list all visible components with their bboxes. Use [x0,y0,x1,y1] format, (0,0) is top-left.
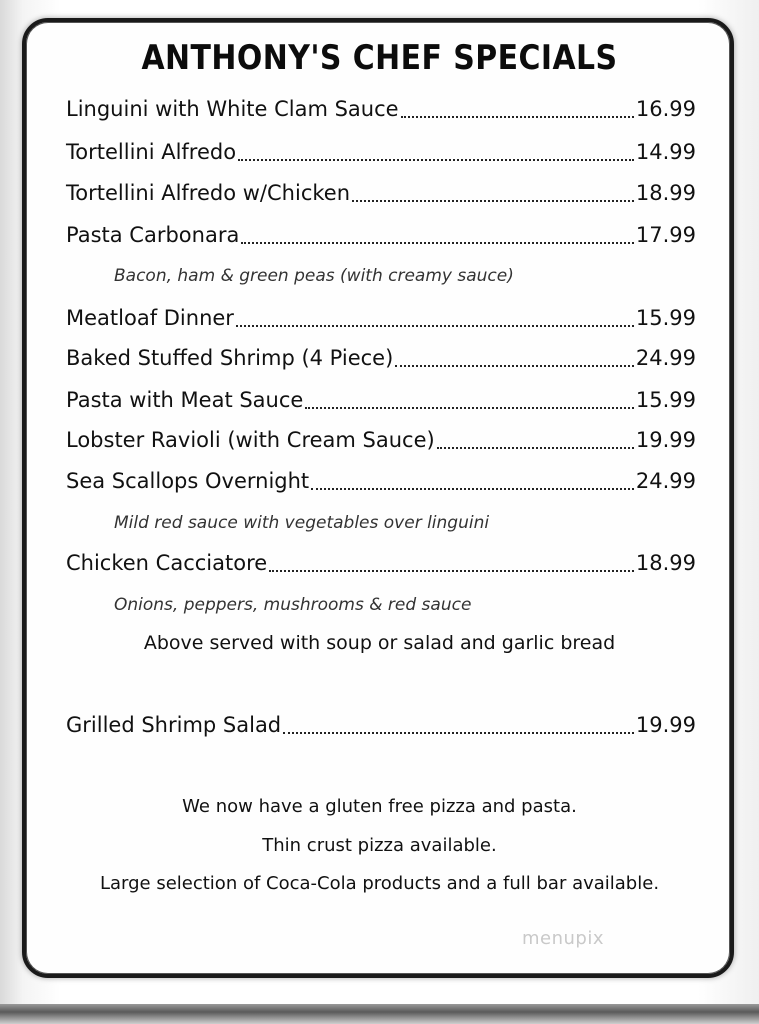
item-name: Tortellini Alfredo [66,140,237,164]
item-name: Pasta with Meat Sauce [66,388,304,412]
item-price: 24.99 [635,469,696,493]
menu-item [66,93,696,125]
served-note: Above served with soup or salad and garlic bread [143,632,616,654]
menu-item [66,302,696,334]
item-description: Mild red sauce with vegetables over linguini [114,513,490,533]
menu-item [66,384,696,416]
item-price: 18.99 [635,181,696,205]
item-name: Grilled Shrimp Salad [66,713,282,737]
note-line: We now have a gluten free pizza and pasta. [182,796,577,817]
dot-leader [395,365,634,367]
item-price: 17.99 [635,223,696,247]
watermark: menupix [522,928,605,949]
menu-item [66,136,696,168]
dot-leader [283,732,634,734]
item-name: Lobster Ravioli (with Cream Sauce) [66,428,435,452]
dot-leader [305,407,634,409]
scan-edge [0,1004,759,1024]
item-name: Meatloaf Dinner [66,306,234,330]
menu-item [66,177,696,209]
item-name: Linguini with White Clam Sauce [66,97,399,121]
item-price: 19.99 [635,713,696,737]
dot-leader [241,242,634,244]
dot-leader [401,116,634,118]
dot-leader [238,159,634,161]
item-price: 24.99 [635,346,696,370]
menu-item-salad [66,709,696,741]
menu-item [66,342,696,374]
item-price: 15.99 [635,306,696,330]
note-line: Thin crust pizza available. [262,835,497,856]
item-price: 16.99 [635,97,696,121]
item-price: 14.99 [635,140,696,164]
item-description: Onions, peppers, mushrooms & red sauce [114,595,472,615]
menu-item [66,424,696,456]
dot-leader [236,325,634,327]
item-price: 19.99 [635,428,696,452]
dot-leader [352,200,634,202]
menu-title: ANTHONY'S CHEF SPECIALS [141,38,618,78]
menu-item [66,219,696,251]
item-name: Pasta Carbonara [66,223,240,247]
item-name: Sea Scallops Overnight [66,469,310,493]
item-name: Chicken Cacciatore [66,551,268,575]
menu-item [66,547,696,579]
dot-leader [311,488,634,490]
note-line: Large selection of Coca-Cola products and a full bar available. [99,873,660,894]
dot-leader [269,570,634,572]
item-name: Tortellini Alfredo w/Chicken [66,181,351,205]
item-description: Bacon, ham & green peas (with creamy sauce) [114,266,514,286]
dot-leader [437,447,634,449]
item-price: 15.99 [635,388,696,412]
item-name: Baked Stuffed Shrimp (4 Piece) [66,346,394,370]
item-price: 18.99 [635,551,696,575]
menu-item [66,465,696,497]
